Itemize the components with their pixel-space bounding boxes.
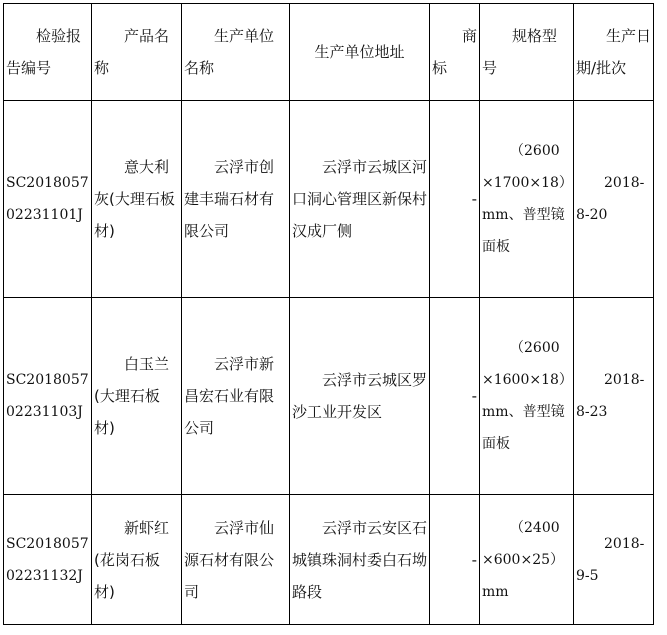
product-name-cell: 白玉兰(大理石板材) <box>92 298 182 495</box>
producer-name-cell: 云浮市仙源石材有限公司 <box>182 495 290 625</box>
header-report-no: 检验报告编号 <box>4 4 92 101</box>
producer-address-cell: 云浮市云安区石城镇珠洞村委白石坳路段 <box>290 495 430 625</box>
spec-model-cell: （2600×1700×18）mm、普型镜面板 <box>480 101 574 298</box>
spec-model-cell: （2400×600×25）mm <box>480 495 574 625</box>
trademark-cell: - <box>430 495 480 625</box>
producer-name-cell: 云浮市创建丰瑞石材有限公司 <box>182 101 290 298</box>
header-production-date: 生产日期/批次 <box>574 4 654 101</box>
header-product-name: 产品名称 <box>92 4 182 101</box>
producer-name-cell: 云浮市新昌宏石业有限公司 <box>182 298 290 495</box>
product-name-cell: 新虾红(花岗石板材) <box>92 495 182 625</box>
production-date-cell: 2018-9-5 <box>574 495 654 625</box>
report-no-cell: SC201805702231132J <box>4 495 92 625</box>
report-no-cell: SC201805702231101J <box>4 101 92 298</box>
spec-model-cell: （2600×1600×18）mm、普型镜面板 <box>480 298 574 495</box>
report-no-cell: SC201805702231103J <box>4 298 92 495</box>
product-name-cell: 意大利灰(大理石板材) <box>92 101 182 298</box>
producer-address-cell: 云浮市云城区罗沙工业开发区 <box>290 298 430 495</box>
header-spec-model: 规格型号 <box>480 4 574 101</box>
table-row <box>4 495 654 625</box>
trademark-cell: - <box>430 101 480 298</box>
production-date-cell: 2018-8-23 <box>574 298 654 495</box>
header-producer-name: 生产单位名称 <box>182 4 290 101</box>
table-row <box>4 101 654 298</box>
header-row <box>4 4 654 101</box>
trademark-cell: - <box>430 298 480 495</box>
inspection-results-table <box>3 3 654 625</box>
header-trademark: 商标 <box>430 4 480 101</box>
production-date-cell: 2018-8-20 <box>574 101 654 298</box>
table-row <box>4 298 654 495</box>
header-producer-address: 生产单位地址 <box>290 4 430 101</box>
producer-address-cell: 云浮市云城区河口洞心管理区新保村汉成厂侧 <box>290 101 430 298</box>
